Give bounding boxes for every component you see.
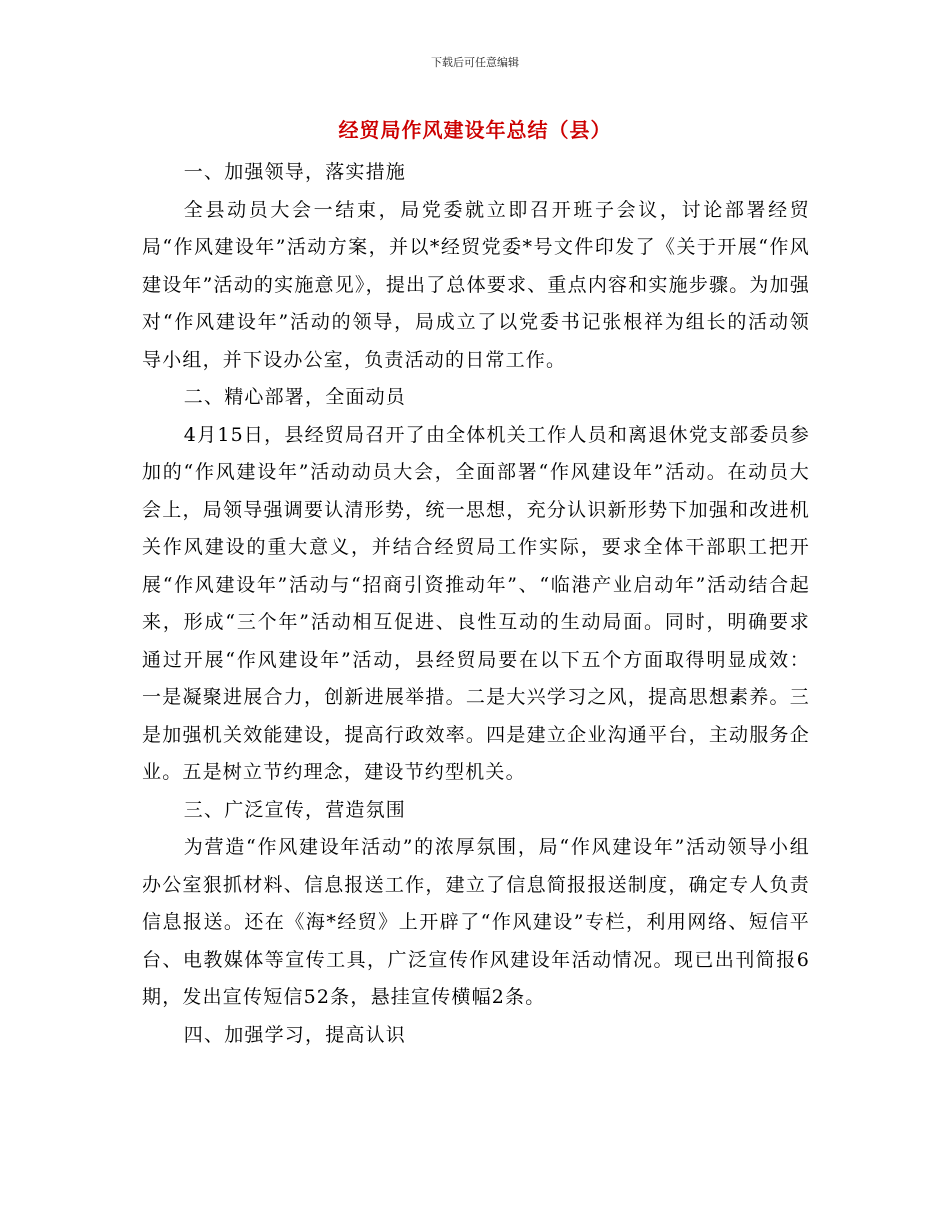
section-heading-1: 一、加强领导，落实措施 <box>183 161 406 183</box>
paragraph-1: 全县动员大会一结束，局党委就立即召开班子会议，讨论部署经贸局“作风建设年”活动方案，并以*经贸党委*号文件印发了《关于开展“作风建设年”活动的实施意见》，提出了总体要求、重点内容和实施步骤。为加强对“作风建设年”活动的领导，局成立了以党委书记张根祥为组长的活动领导小组，并下设办公室，负责活动的日常工作。 <box>142 198 811 371</box>
paragraph-2: 4月15日，县经贸局召开了由全体机关工作人员和离退休党支部委员参加的“作风建设年”活动动员大会，全面部署“作风建设年”活动。在动员大会上，局领导强调要认清形势，统一思想，充分认识新形势下加强和改进机关作风建设的重大意义，并结合经贸局工作实际，要求全体干部职工把开展“作风建设年”活动与“招商引资推动年”、“临港产业启动年”活动结合起来，形成“三个年”活动相互促进、良性互动的生动局面。同时，明确要求通过开展“作风建设年”活动，县经贸局要在以下五个方面取得明显成效：一是凝聚进展合力，创新进展举措。二是大兴学习之风，提高思想素养。三是加强机关效能建设，提高行政效率。四是建立企业沟通平台，主动服务企业。五是树立节约理念，建设节约型机关。 <box>142 423 810 783</box>
paragraph-3: 为营造“作风建设年活动”的浓厚氛围，局“作风建设年”活动领导小组办公室狠抓材料、信息报送工作，建立了信息简报报送制度，确定专人负责信息报送。还在《海*经贸》上开辟了“作风建设”专栏，利用网络、短信平台、电教媒体等宣传工具，广泛宣传作风建设年活动情况。现已出刊简报6期，发出宣传短信52条，悬挂宣传横幅2条。 <box>142 836 810 1008</box>
section-heading-3: 三、广泛宣传，营造氛围 <box>183 798 406 821</box>
section-heading-2: 二、精心部署，全面动员 <box>183 386 406 408</box>
document-body <box>142 154 810 1054</box>
header-note: 下载后可任意编辑 <box>431 56 519 69</box>
section-heading-4: 四、加强学习，提高认识 <box>183 1023 406 1046</box>
document-title: 经贸局作风建设年总结（县） <box>338 118 612 142</box>
